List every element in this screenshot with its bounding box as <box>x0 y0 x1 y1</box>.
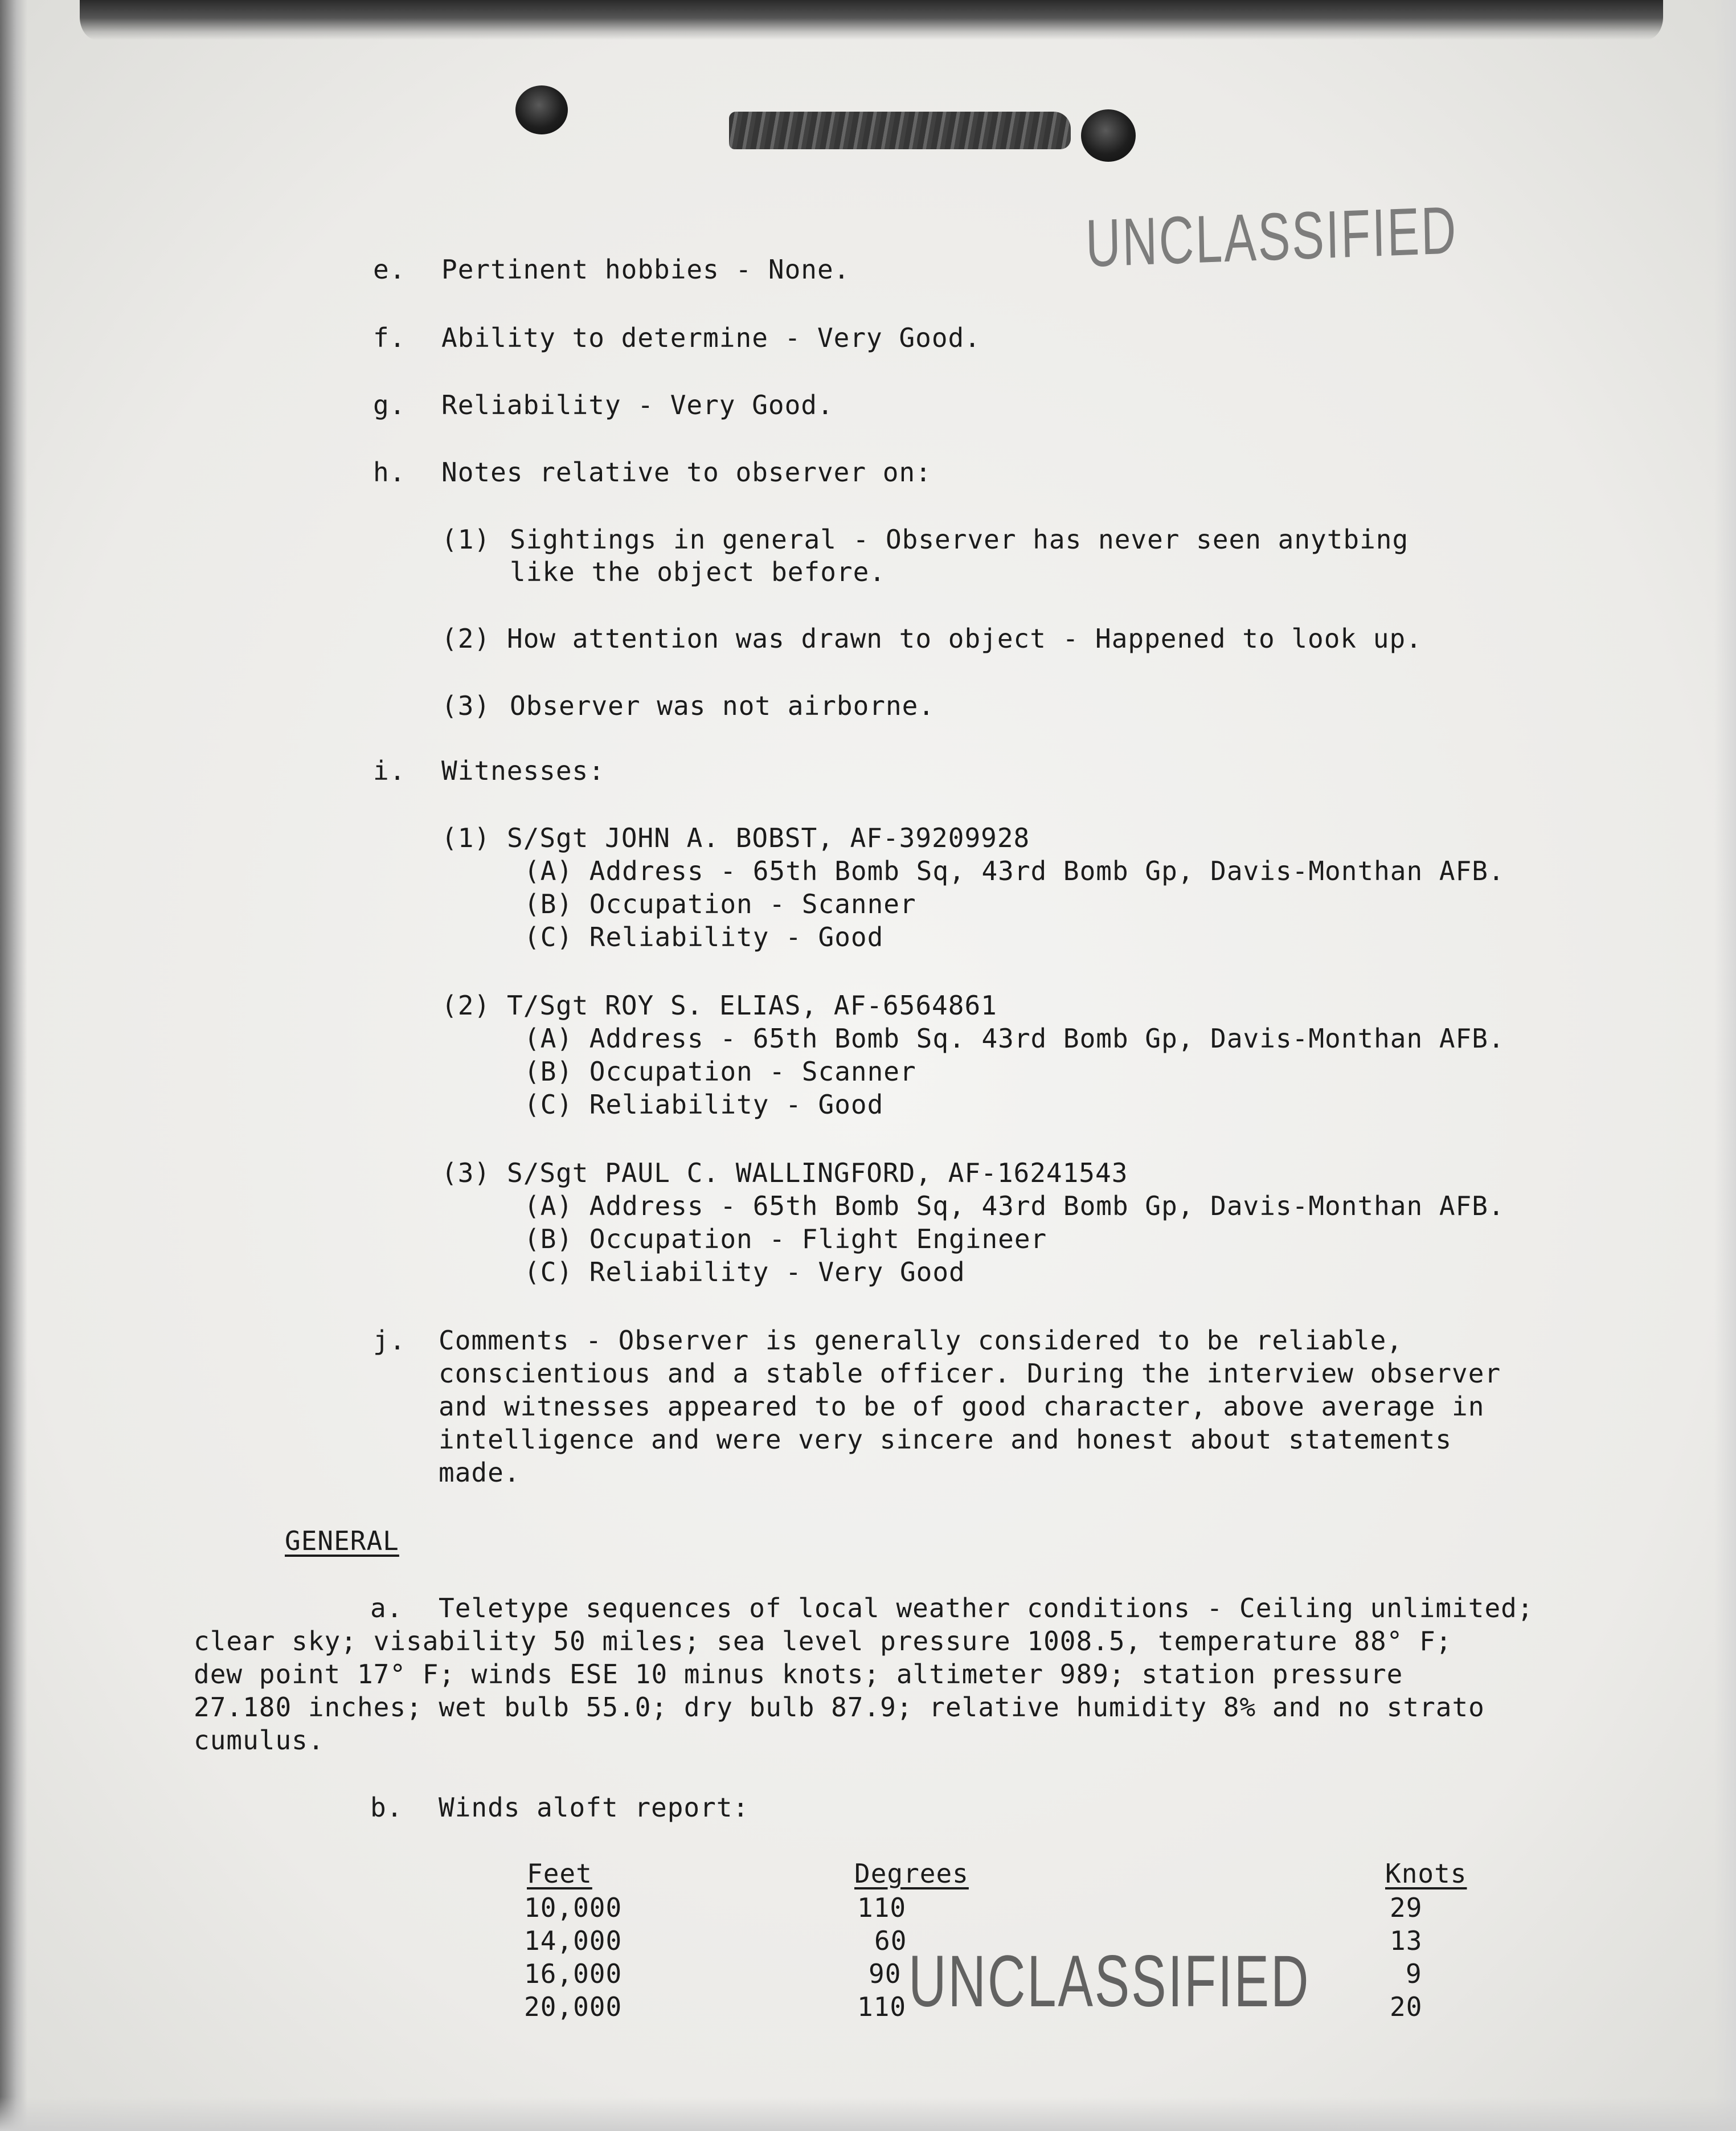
punch-hole-right <box>1081 109 1136 162</box>
winds-row-4-feet: 20,000 <box>524 1991 623 2022</box>
item-h1-line2: like the object before. <box>510 557 886 587</box>
punch-hole-left <box>515 85 568 134</box>
comments-line-2: conscientious and a stable officer. During the interview observer <box>439 1358 1501 1389</box>
general-a-line-4: 27.180 inches; wet bulb 55.0; dry bulb 87.9; relative humidity 8% and no strato <box>194 1692 1485 1723</box>
item-j-marker: j. <box>373 1325 406 1356</box>
witness-3-name: S/Sgt PAUL C. WALLINGFORD, AF-16241543 <box>507 1157 1128 1188</box>
witness-1-address: (A) Address - 65th Bomb Sq, 43rd Bomb Gp, Davis-Monthan AFB. <box>524 856 1505 886</box>
witness-2-reliability: (C) Reliability - Good <box>524 1089 884 1120</box>
general-a-line-1: Teletype sequences of local weather conditions - Ceiling unlimited; <box>439 1593 1534 1623</box>
witness-3-occupation: (B) Occupation - Flight Engineer <box>524 1224 1047 1254</box>
general-a-marker: a. <box>370 1593 403 1623</box>
general-a-line-5: cumulus. <box>194 1725 325 1756</box>
winds-row-1-knots: 29 <box>1390 1892 1423 1923</box>
witness-3-address: (A) Address - 65th Bomb Sq, 43rd Bomb Gp, Davis-Monthan AFB. <box>524 1191 1505 1221</box>
winds-row-2-degrees: 60 <box>874 1925 907 1956</box>
witness-3-marker: (3) <box>441 1157 491 1188</box>
scan-edge-left <box>0 0 27 2131</box>
comments-line-3: and witnesses appeared to be of good character, above average in <box>439 1391 1485 1422</box>
scan-edge-top <box>80 0 1663 40</box>
winds-row-4-knots: 20 <box>1390 1991 1423 2022</box>
comments-line-5: made. <box>439 1457 521 1488</box>
winds-row-3-knots: 9 <box>1406 1958 1422 1989</box>
item-h1-marker: (1) <box>441 524 491 555</box>
item-e-marker: e. <box>373 254 406 285</box>
scan-edge-bottom <box>0 2097 1736 2131</box>
witness-2-name: T/Sgt ROY S. ELIAS, AF-6564861 <box>507 990 997 1021</box>
witness-2-occupation: (B) Occupation - Scanner <box>524 1056 916 1087</box>
general-heading: GENERAL <box>285 1525 399 1556</box>
item-h-text: Notes relative to observer on: <box>441 457 932 488</box>
comments-line-1: Comments - Observer is generally considered to be reliable, <box>439 1325 1403 1356</box>
item-e-text: Pertinent hobbies - None. <box>441 254 850 285</box>
winds-row-2-feet: 14,000 <box>524 1925 623 1956</box>
witness-2-address: (A) Address - 65th Bomb Sq. 43rd Bomb Gp, Davis-Monthan AFB. <box>524 1023 1505 1054</box>
winds-row-1-feet: 10,000 <box>524 1892 623 1923</box>
winds-row-3-feet: 16,000 <box>524 1958 623 1989</box>
witness-1-reliability: (C) Reliability - Good <box>524 922 884 952</box>
item-i-marker: i. <box>373 755 406 786</box>
item-g-marker: g. <box>373 390 406 420</box>
item-h-marker: h. <box>373 457 406 488</box>
item-h1-line1: Sightings in general - Observer has never seen anytbing <box>510 524 1409 555</box>
winds-row-4-degrees: 110 <box>857 1991 907 2022</box>
winds-header-knots: Knots <box>1385 1858 1467 1889</box>
witness-2-marker: (2) <box>441 990 491 1021</box>
witness-3-reliability: (C) Reliability - Very Good <box>524 1257 965 1287</box>
item-g-text: Reliability - Very Good. <box>441 390 834 420</box>
item-f-marker: f. <box>373 322 406 353</box>
winds-row-2-knots: 13 <box>1390 1925 1423 1956</box>
item-h2-text: How attention was drawn to object - Happened to look up. <box>507 623 1422 654</box>
general-b-text: Winds aloft report: <box>439 1792 750 1823</box>
general-a-line-3: dew point 17° F; winds ESE 10 minus knots; altimeter 989; station pressure <box>194 1659 1403 1690</box>
winds-header-degrees: Degrees <box>854 1858 969 1889</box>
winds-row-3-degrees: 90 <box>869 1958 902 1989</box>
comments-line-4: intelligence and were very sincere and honest about statements <box>439 1424 1452 1455</box>
general-a-line-2: clear sky; visability 50 miles; sea level pressure 1008.5, temperature 88° F; <box>194 1626 1452 1656</box>
witness-1-name: S/Sgt JOHN A. BOBST, AF-39209928 <box>507 823 1030 853</box>
item-h2-marker: (2) <box>441 623 491 654</box>
item-f-text: Ability to determine - Very Good. <box>441 322 981 353</box>
witness-1-occupation: (B) Occupation - Scanner <box>524 889 916 919</box>
unclassified-stamp-top: UNCLASSIFIED <box>1085 193 1459 281</box>
scan-edge-right <box>1714 0 1736 2131</box>
item-h3-text: Observer was not airborne. <box>510 690 935 721</box>
general-b-marker: b. <box>370 1792 403 1823</box>
unclassified-stamp-bottom: UNCLASSIFIED <box>908 1941 1311 2022</box>
winds-header-feet: Feet <box>527 1858 592 1889</box>
witness-1-marker: (1) <box>441 823 491 853</box>
redacted-classification-marking <box>729 112 1071 149</box>
item-h3-marker: (3) <box>441 690 491 721</box>
item-i-text: Witnesses: <box>441 755 605 786</box>
winds-row-1-degrees: 110 <box>857 1892 907 1923</box>
